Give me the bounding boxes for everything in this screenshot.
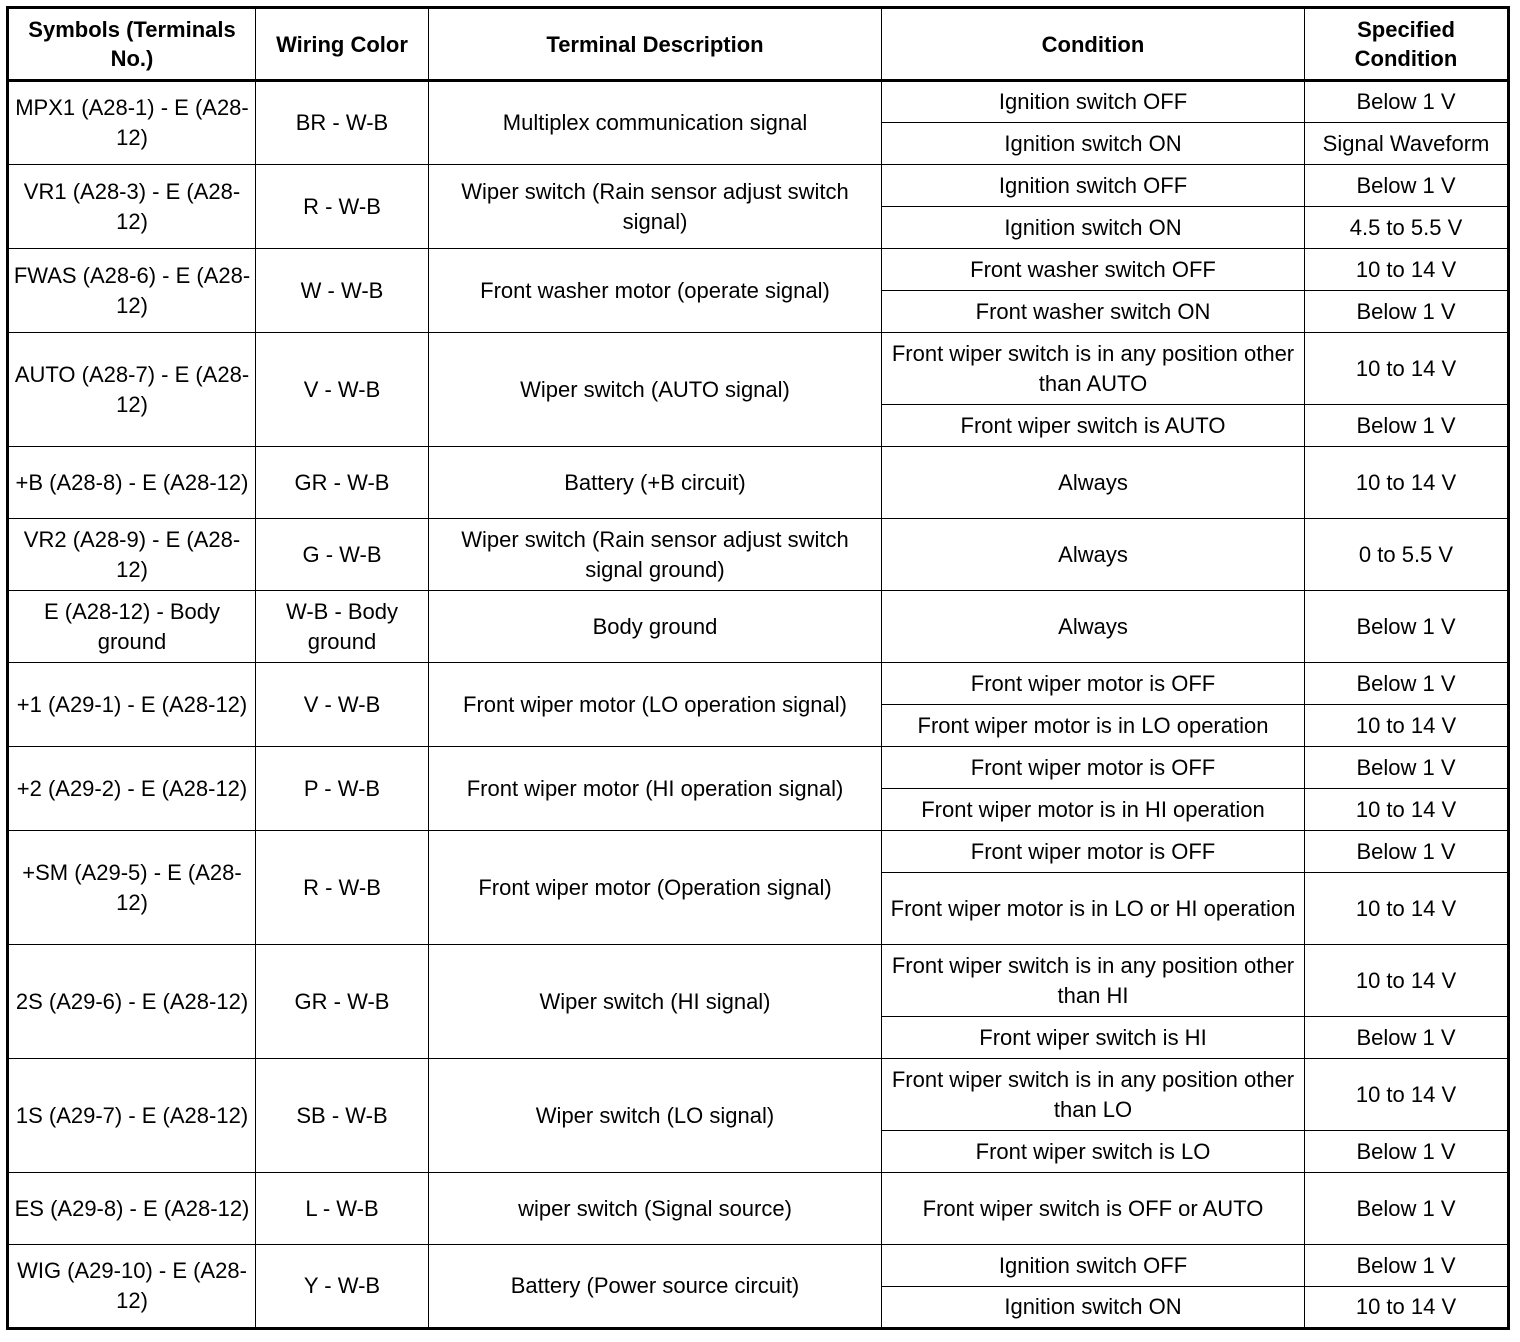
condition-cell: Front wiper switch is AUTO <box>882 405 1305 447</box>
table-row <box>8 663 1509 705</box>
symbol-cell: E (A28-12) - Body ground <box>8 591 256 663</box>
condition-cell: Ignition switch OFF <box>882 165 1305 207</box>
condition-cell: Ignition switch OFF <box>882 81 1305 123</box>
table-row <box>8 747 1509 789</box>
specified-condition-cell: 10 to 14 V <box>1305 1287 1509 1329</box>
table-row <box>8 165 1509 207</box>
symbol-cell: ES (A29-8) - E (A28-12) <box>8 1173 256 1245</box>
table-row <box>8 831 1509 873</box>
wiring-color-cell: GR - W-B <box>256 945 429 1059</box>
specified-condition-cell: 10 to 14 V <box>1305 1059 1509 1131</box>
terminal-description-cell: Front washer motor (operate signal) <box>429 249 882 333</box>
symbol-cell: AUTO (A28-7) - E (A28-12) <box>8 333 256 447</box>
header-specified-condition: Specified Condition <box>1305 8 1509 81</box>
header-symbols: Symbols (Terminals No.) <box>8 8 256 81</box>
table-row <box>8 81 1509 123</box>
condition-cell: Front wiper motor is in LO operation <box>882 705 1305 747</box>
symbol-cell: +B (A28-8) - E (A28-12) <box>8 447 256 519</box>
table-row <box>8 447 1509 519</box>
specified-condition-cell: 4.5 to 5.5 V <box>1305 207 1509 249</box>
table-row <box>8 1059 1509 1131</box>
table-row <box>8 519 1509 591</box>
condition-cell: Always <box>882 591 1305 663</box>
table-row <box>8 333 1509 405</box>
specified-condition-cell: Below 1 V <box>1305 591 1509 663</box>
wiring-color-cell: Y - W-B <box>256 1245 429 1329</box>
symbol-cell: +SM (A29-5) - E (A28-12) <box>8 831 256 945</box>
specified-condition-cell: Below 1 V <box>1305 1245 1509 1287</box>
condition-cell: Always <box>882 519 1305 591</box>
specified-condition-cell: 10 to 14 V <box>1305 789 1509 831</box>
terminal-description-cell: Wiper switch (Rain sensor adjust switch signal) <box>429 165 882 249</box>
wiring-color-cell: R - W-B <box>256 831 429 945</box>
terminal-description-cell: Wiper switch (HI signal) <box>429 945 882 1059</box>
terminal-description-cell: Battery (Power source circuit) <box>429 1245 882 1329</box>
terminal-description-cell: Body ground <box>429 591 882 663</box>
condition-cell: Front washer switch ON <box>882 291 1305 333</box>
wiring-color-cell: P - W-B <box>256 747 429 831</box>
condition-cell: Front wiper motor is OFF <box>882 831 1305 873</box>
header-wiring-color: Wiring Color <box>256 8 429 81</box>
specified-condition-cell: Below 1 V <box>1305 747 1509 789</box>
condition-cell: Ignition switch ON <box>882 123 1305 165</box>
terminal-description-cell: Wiper switch (Rain sensor adjust switch signal ground) <box>429 519 882 591</box>
specified-condition-cell: Below 1 V <box>1305 663 1509 705</box>
symbol-cell: FWAS (A28-6) - E (A28-12) <box>8 249 256 333</box>
header-row <box>8 8 1509 81</box>
condition-cell: Front wiper switch is in any position other than AUTO <box>882 333 1305 405</box>
symbol-cell: MPX1 (A28-1) - E (A28-12) <box>8 81 256 165</box>
specified-condition-cell: 10 to 14 V <box>1305 249 1509 291</box>
wiring-color-cell: GR - W-B <box>256 447 429 519</box>
symbol-cell: 2S (A29-6) - E (A28-12) <box>8 945 256 1059</box>
specified-condition-cell: Below 1 V <box>1305 291 1509 333</box>
condition-cell: Front wiper motor is in HI operation <box>882 789 1305 831</box>
specified-condition-cell: Below 1 V <box>1305 165 1509 207</box>
terminal-description-cell: Front wiper motor (LO operation signal) <box>429 663 882 747</box>
condition-cell: Front wiper switch is in any position other than LO <box>882 1059 1305 1131</box>
condition-cell: Front wiper motor is OFF <box>882 747 1305 789</box>
condition-cell: Front wiper switch is LO <box>882 1131 1305 1173</box>
terminal-description-cell: Front wiper motor (Operation signal) <box>429 831 882 945</box>
wiring-color-cell: BR - W-B <box>256 81 429 165</box>
symbol-cell: WIG (A29-10) - E (A28-12) <box>8 1245 256 1329</box>
specified-condition-cell: 10 to 14 V <box>1305 333 1509 405</box>
specified-condition-cell: 10 to 14 V <box>1305 873 1509 945</box>
condition-cell: Always <box>882 447 1305 519</box>
terminal-description-cell: wiper switch (Signal source) <box>429 1173 882 1245</box>
terminal-description-cell: Multiplex communication signal <box>429 81 882 165</box>
symbol-cell: +1 (A29-1) - E (A28-12) <box>8 663 256 747</box>
condition-cell: Ignition switch OFF <box>882 1245 1305 1287</box>
symbol-cell: VR2 (A28-9) - E (A28-12) <box>8 519 256 591</box>
terminal-description-cell: Front wiper motor (HI operation signal) <box>429 747 882 831</box>
table-body <box>8 81 1509 1329</box>
wiring-color-cell: L - W-B <box>256 1173 429 1245</box>
wiring-color-cell: V - W-B <box>256 333 429 447</box>
specified-condition-cell: Below 1 V <box>1305 1017 1509 1059</box>
terminal-description-cell: Wiper switch (LO signal) <box>429 1059 882 1173</box>
specified-condition-cell: Signal Waveform <box>1305 123 1509 165</box>
condition-cell: Front wiper motor is OFF <box>882 663 1305 705</box>
table-row <box>8 249 1509 291</box>
specified-condition-cell: 0 to 5.5 V <box>1305 519 1509 591</box>
symbol-cell: +2 (A29-2) - E (A28-12) <box>8 747 256 831</box>
terminal-description-cell: Battery (+B circuit) <box>429 447 882 519</box>
condition-cell: Front wiper switch is HI <box>882 1017 1305 1059</box>
condition-cell: Front wiper switch is OFF or AUTO <box>882 1173 1305 1245</box>
wiring-color-cell: SB - W-B <box>256 1059 429 1173</box>
wiring-color-cell: V - W-B <box>256 663 429 747</box>
specified-condition-cell: Below 1 V <box>1305 831 1509 873</box>
terminal-description-cell: Wiper switch (AUTO signal) <box>429 333 882 447</box>
specified-condition-cell: 10 to 14 V <box>1305 705 1509 747</box>
symbol-cell: 1S (A29-7) - E (A28-12) <box>8 1059 256 1173</box>
specified-condition-cell: Below 1 V <box>1305 81 1509 123</box>
header-condition: Condition <box>882 8 1305 81</box>
specified-condition-cell: 10 to 14 V <box>1305 447 1509 519</box>
terminal-table <box>6 6 1510 1330</box>
table-header <box>8 8 1509 81</box>
terminal-table-container <box>6 6 1510 1330</box>
specified-condition-cell: Below 1 V <box>1305 405 1509 447</box>
table-row <box>8 591 1509 663</box>
specified-condition-cell: Below 1 V <box>1305 1131 1509 1173</box>
table-row <box>8 945 1509 1017</box>
table-row <box>8 1173 1509 1245</box>
specified-condition-cell: 10 to 14 V <box>1305 945 1509 1017</box>
wiring-color-cell: G - W-B <box>256 519 429 591</box>
symbol-cell: VR1 (A28-3) - E (A28-12) <box>8 165 256 249</box>
condition-cell: Front washer switch OFF <box>882 249 1305 291</box>
condition-cell: Ignition switch ON <box>882 207 1305 249</box>
header-terminal-description: Terminal Description <box>429 8 882 81</box>
table-row <box>8 1245 1509 1287</box>
wiring-color-cell: W - W-B <box>256 249 429 333</box>
wiring-color-cell: W-B - Body ground <box>256 591 429 663</box>
condition-cell: Front wiper switch is in any position other than HI <box>882 945 1305 1017</box>
condition-cell: Ignition switch ON <box>882 1287 1305 1329</box>
condition-cell: Front wiper motor is in LO or HI operation <box>882 873 1305 945</box>
specified-condition-cell: Below 1 V <box>1305 1173 1509 1245</box>
wiring-color-cell: R - W-B <box>256 165 429 249</box>
